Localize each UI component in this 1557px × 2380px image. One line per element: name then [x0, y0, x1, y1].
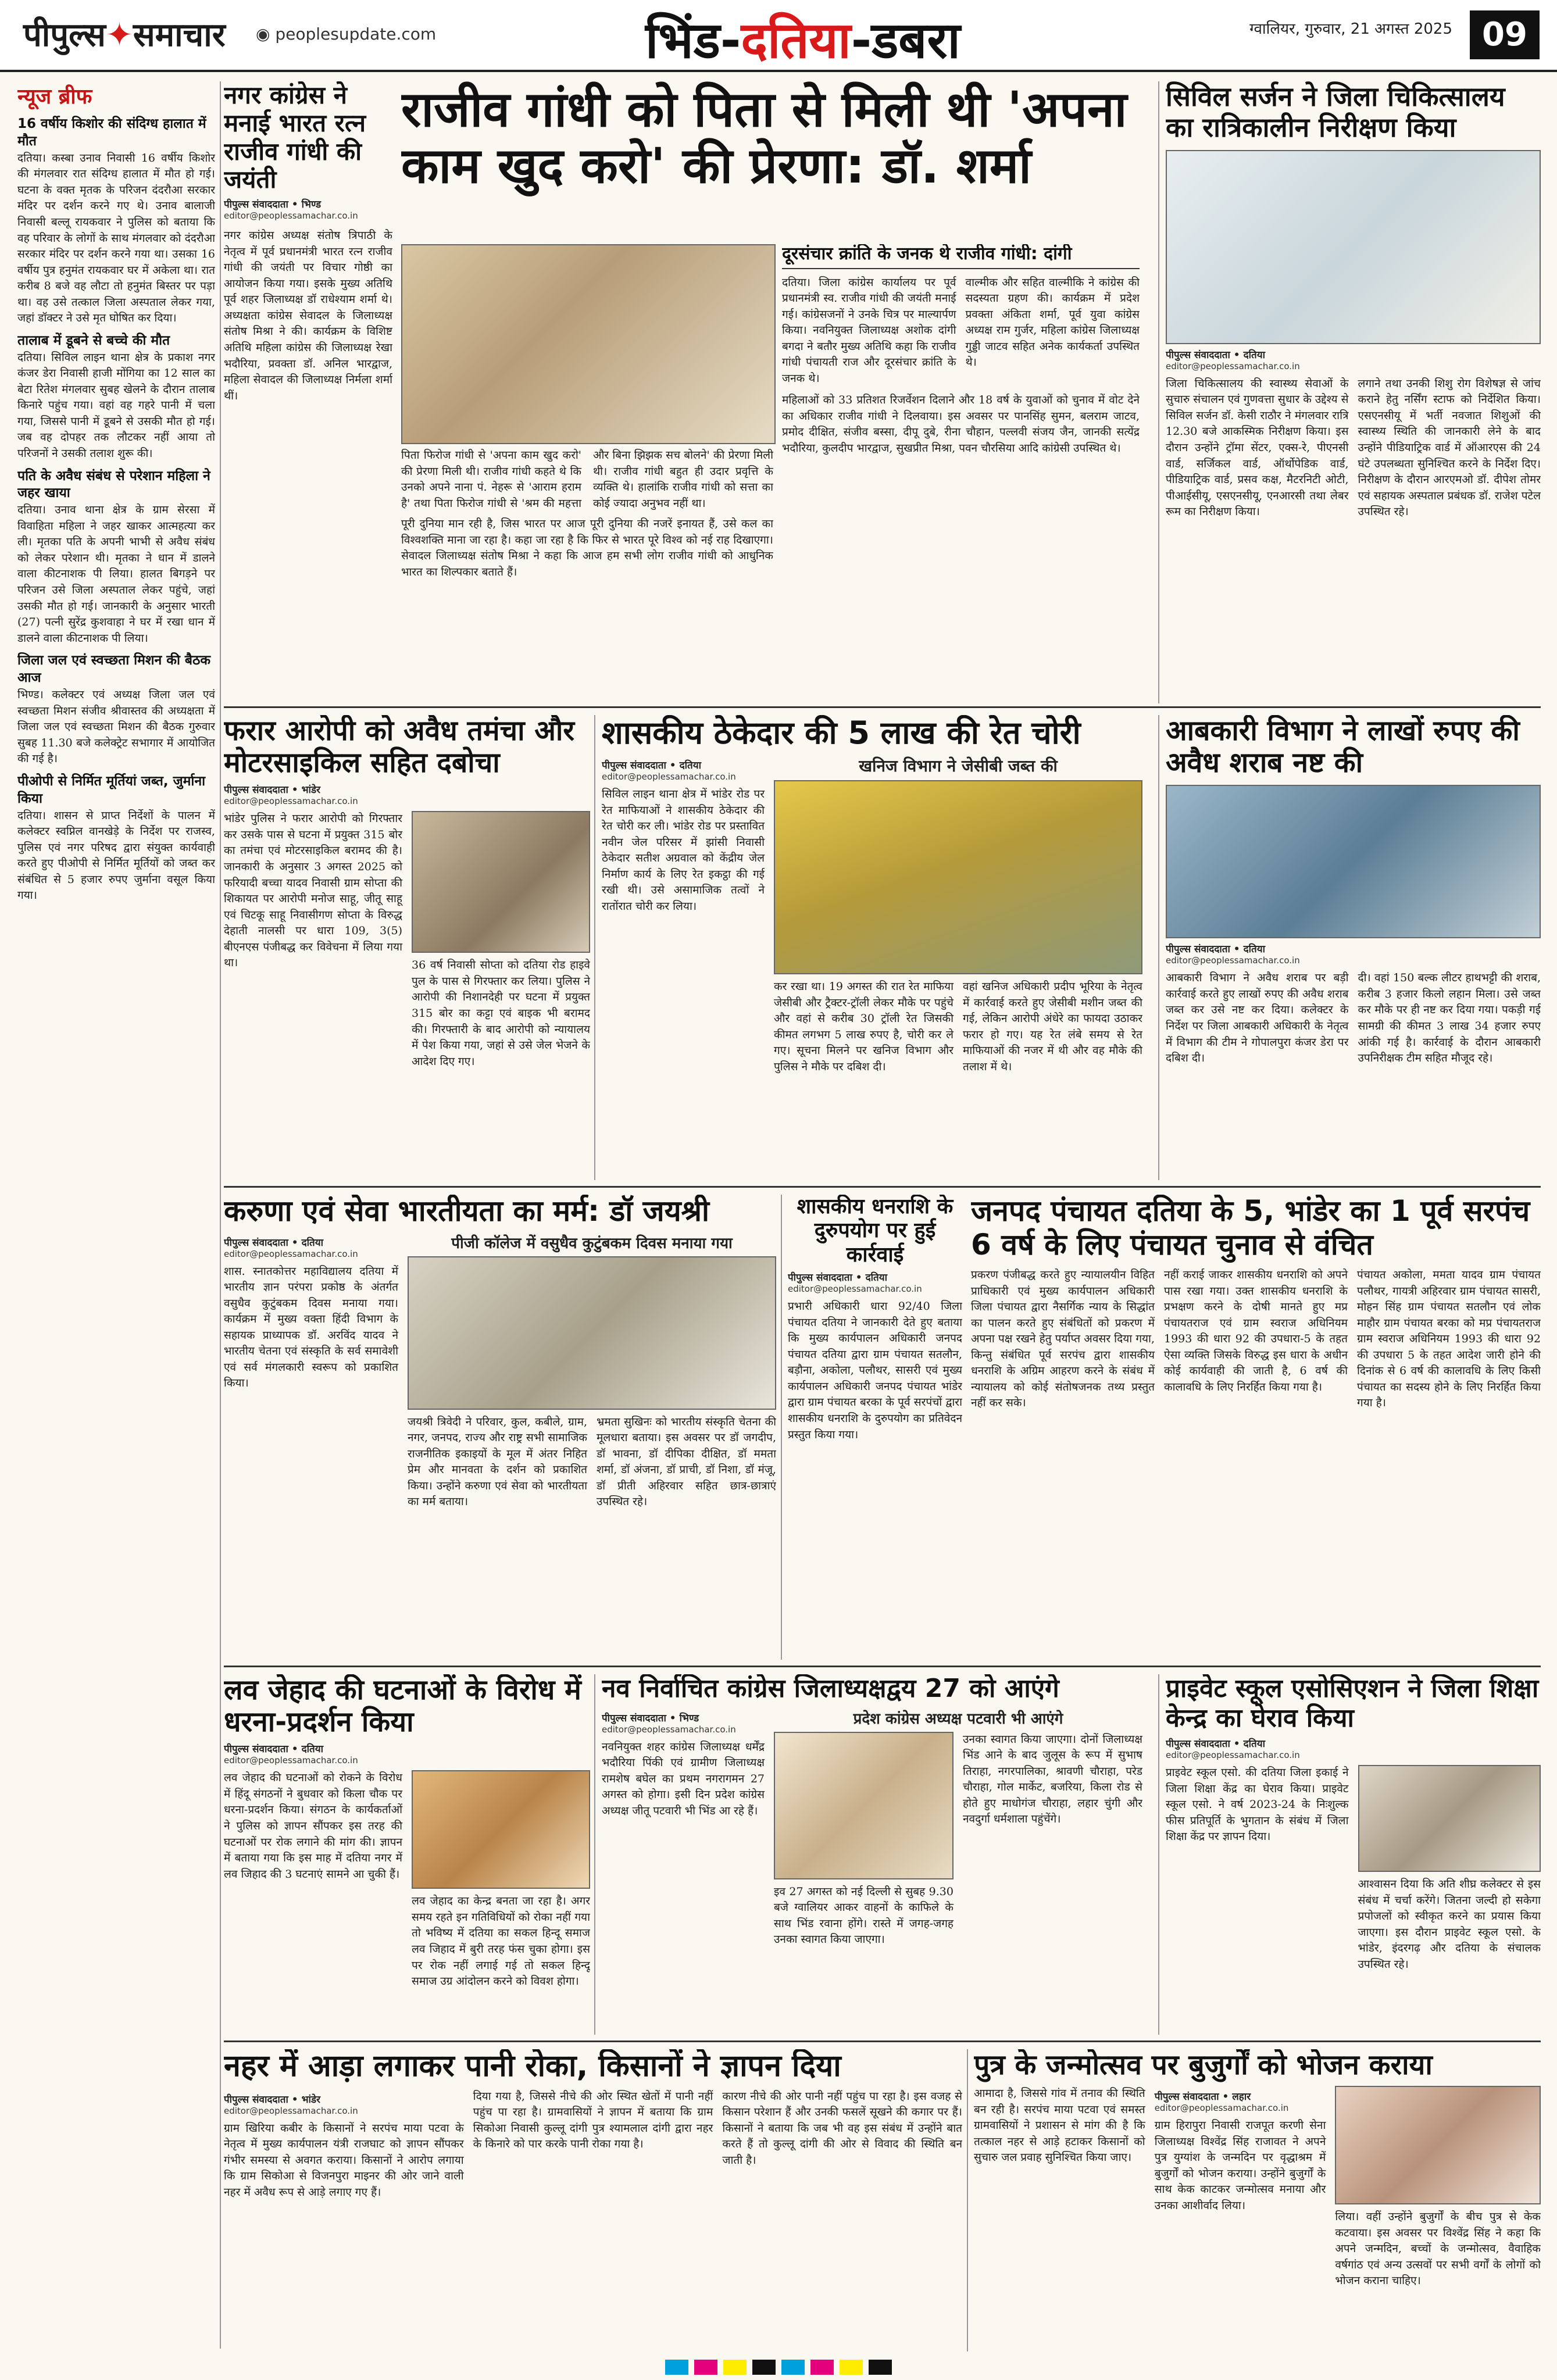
civil-surgeon-story	[1166, 81, 1541, 703]
side-headline: नगर कांग्रेस ने मनाई भारत रत्न राजीव गांधी की जयंती	[224, 81, 366, 194]
police-photo	[412, 811, 590, 953]
article-body: पंचायत अकोला, ममता यादव ग्राम पंचायत पलौथर, गायत्री अहिरवार ग्राम पंचायत सासरी, मोहन सिंह ग्राम पंचायत सतलौन एवं लोक माहौर ग्राम पंचायत बरका को मप्र पंचायतराज ग्राम स्वराज अधिनियम 1993 की धारा 92 की उपधारा 5 के तहत आदेश जारी होने की दिनांक से 6 वर्ष की कालावधि के लिए किसी पंचायत का सदस्य होने के लिए निरर्हित किया गया है।	[1357, 1268, 1541, 1410]
article-body: नगर कांग्रेस अध्यक्ष संतोष त्रिपाठी के नेतृत्व में पूर्व प्रधानमंत्री भारत रत्न राजीव गांधी की जयंती पर विचार गोष्ठी का आयोजन किया गया। इसके मुख्य अतिथि पूर्व शहर जिलाध्यक्ष डॉ राधेश्याम शर्मा थे। अध्यक्षता कांग्रेस सेवादल के जिलाध्यक्ष संतोष मिश्रा ने की। कार्यक्रम के विशिष्ट अतिथि महिला कांग्रेस की जिलाध्यक्ष रेखा भदौरिया, प्रवक्ता डॉ. अनिल भारद्वाज, महिला सेवादल की जिलाध्यक्ष निर्मला शर्मा थीं।	[224, 229, 392, 402]
excise-story	[1166, 715, 1541, 1180]
byline: पीपुल्स संवाददाता • दतिया	[1166, 944, 1265, 956]
private-school-right-col	[1358, 1765, 1541, 1972]
article-body: भ्रमता सुखिनः को भारतीय संस्कृति चेतना की मूलधारा बताया। इस अवसर पर डॉ जगदीप, डॉ भावना, डॉ दीपिका दीक्षित, डॉ ममता शर्मा, डॉ अंजना, डॉ प्राची, डॉ निशा, डॉ मंजू, डॉ प्रीती अहिरवार सहित छात्र-छात्राएं उपस्थित रहे।	[597, 1415, 776, 1509]
article-body: कारण नीचे की ओर पानी नहीं पहुंच पा रहा है। इस वजह से किसान परेशान हैं और उनकी फसलें सूखने की कगार पर हैं। किसानों ने बताया कि जब भी वह इस संबंध में उन्होंने बात करते हैं तो कुल्लू दांगी की ओर से विवाद की स्थिति बन जाती है।	[722, 2089, 962, 2167]
private-school-columns	[1166, 1765, 1541, 1972]
brief-item	[17, 468, 215, 647]
canal-columns	[224, 2089, 962, 2201]
karuna-headline: करुणा एवं सेवा भारतीयता का मर्म: डॉ जयश्री	[224, 1195, 709, 1228]
top-story-cols	[401, 448, 773, 703]
section-divider	[224, 1186, 1541, 1188]
brief-item-title: पीओपी से निर्मित मूर्तियां जब्त, जुर्माना किया	[17, 773, 206, 806]
reporter-email[interactable]: editor@peoplessamachar.co.in	[1166, 1750, 1300, 1761]
canal-story	[224, 2049, 962, 2352]
byline: पीपुल्स संवाददाता • भिण्ड	[224, 199, 322, 211]
reporter-email[interactable]: editor@peoplessamachar.co.in	[224, 1248, 358, 1259]
article-body: लव जेहाद का केन्द्र बनता जा रहा है। अगर समय रहते इन गतिविधियों को रोका नहीं गया तो भविष्य में दतिया का सकल हिन्दू समाज लव जिहाद में बुरी तरह फंस चुका होगा। इस पर रोक नहीं लगाई गई तो सकल हिन्दू समाज उग्र आंदोलन करने को विवश होगा।	[412, 1895, 590, 1988]
private-school-story	[1166, 1674, 1541, 2035]
masthead	[0, 0, 1557, 72]
private-school-headline: प्राइवेट स्कूल एसोसिएशन ने जिला शिक्षा केन्द्र का घेराव किया	[1166, 1674, 1539, 1733]
article-body: सिविल लाइन थाना क्षेत्र में भांडेर रोड पर रेत माफियाओं ने शासकीय ठेकेदार की रेत चोरी कर ली। भांडेर रोड पर प्रस्तावित नवीन जेल परिसर में झांसी निवासी ठेकेदार सतीश अग्रवाल को केंद्रीय जेल निर्माण कार्य के लिए रेत इकट्ठा की गई रखी थी। उसे असामाजिक तत्वों ने रातोंरात चोरी कर लिया।	[602, 788, 765, 913]
reporter-email[interactable]: editor@peoplessamachar.co.in	[602, 771, 736, 782]
birthday-columns	[974, 2086, 1541, 2289]
reporter-email[interactable]: editor@peoplessamachar.co.in	[224, 1755, 358, 1766]
school-association-photo	[1358, 1765, 1541, 1872]
top-story-sidebar	[224, 81, 392, 703]
congress-district-story	[602, 1674, 1142, 2035]
column-divider	[967, 2049, 968, 2352]
reporter-email[interactable]: editor@peoplessamachar.co.in	[602, 1724, 736, 1735]
congress-left-col	[602, 1707, 765, 1948]
second-headline: दूरसंचार क्रांति के जनक थे राजीव गांधी: दांगी	[782, 244, 1140, 269]
excise-columns	[1166, 970, 1541, 1066]
reporter-email[interactable]: editor@peoplessamachar.co.in	[1166, 955, 1300, 966]
jcb-photo	[774, 780, 1142, 974]
dhanrashi-story	[788, 1195, 962, 1660]
congress-district-layout	[602, 1707, 1142, 1948]
article-body: उनका स्वागत किया जाएगा। दोनों जिलाध्यक्ष भिंड आने के बाद जुलूस के रूप में सुभाष तिराहा, नगरपालिका, श्रावणी चौराहा, परेड चौराहा, गोल मार्केट, बजरिया, किला रोड से होते हुए माधोगंज चौराहा, लहार चुंगी और नवदुर्गा धर्मशाला पहुंचेंगे।	[963, 1732, 1142, 1826]
article-body: ग्राम हिरापुरा निवासी राजपूत करणी सेना जिलाध्यक्ष विश्वेंद्र सिंह राजावत ने अपने पुत्र युग्यांश के जन्मदिन पर वृद्धाश्रम में बुजुर्गों को भोजन कराया। उन्होंने बुजुर्गों के साथ केक काटकर जन्मोत्सव मनाया और उनका आशीर्वाद लिया।	[1154, 2119, 1326, 2212]
article-body: जिला चिकित्सालय की स्वास्थ्य सेवाओं के सुचारु संचालन एवं गुणवत्ता सुधार के उद्देश्य से सिविल सर्जन डॉ. केसी राठौर ने मंगलवार रात्रि 12.30 बजे आकस्मिक निरीक्षण किया। इस दौरान उन्होंने ट्रॉमा सेंटर, एक्स-रे, पीएनसी वार्ड, सर्जिकल वार्ड, ऑर्थोपेडिक वार्ड, पीडियाट्रिक वार्ड, प्रसव कक्ष, मैटरनिटी ओटी, पीआईसीयू, एसएनसीयू, एनआरसी तथा लेबर रूम का निरीक्षण किया।	[1166, 377, 1349, 519]
college-event-photo	[408, 1256, 776, 1410]
article-body: महिलाओं को 33 प्रतिशत रिजर्वेशन दिलाने और 18 वर्ष के युवाओं को चुनाव में वोट देने का अधिकार राजीव गांधी ने दिलवाया। इस अवसर पर पानसिंह सुमन, बलराम जाटव, प्रमोद दीक्षित, संजीव बस्सा, दीपू दुबे, रीना चौहान, पल्लवी संजय जैन, जानकी सत्येंद्र भदौरिया, कुलदीप भारद्वाज, सुखप्रीत मिश्रा, पवन चौरसिया आदि कांग्रेसी उपस्थित थे।	[782, 394, 1140, 455]
website-link[interactable]: ◉ peoplesupdate.com	[256, 24, 437, 44]
article-body: वहां खनिज अधिकारी प्रदीप भूरिया के नेतृत्व में कार्रवाई करते हुए जेसीबी मशीन जब्त की गई, लेकिन आरोपी अंधेरे का फायदा उठाकर फरार हो गए। यह रेत लंबे समय से रेत माफियाओं की नजर में थी और वह मौके की तलाश में थे।	[963, 980, 1142, 1073]
fugitive-headline: फरार आरोपी को अवैध तमंचा और मोटरसाइकिल सहित दबोचा	[224, 715, 574, 780]
reporter-email[interactable]: editor@peoplessamachar.co.in	[1154, 2103, 1289, 2114]
color-swatch	[694, 2360, 717, 2375]
logo-dot-icon: ✦	[105, 16, 133, 54]
brief-item-body: दतिया। उनाव थाना क्षेत्र के ग्राम सेरसा में विवाहिता महिला ने जहर खाकर आत्महत्या कर ली। मृतका पति के अपनी भाभी से अवैध संबंध को लेकर परेशान थी। मृतका ने धान में डालने वाला कीटनाशक पी लिया। हालत बिगड़ने पर परिजन उसे जिला अस्पताल लेकर पहुंचे, जहां उसकी मौत हो गई। जानकारी के अनुसार भारती (27) पत्नी सुरेंद्र कुशवाहा ने घर में रखा धान में डालने वाला कीटनाशक पी लिया।	[17, 503, 215, 645]
article-body: लिया। वहीं उन्होंने बुजुर्गों के बीच पुत्र से केक कटवाया। इस अवसर पर विश्वेंद्र सिंह ने कहा कि अपने जन्मदिन, बच्चों के जन्मोत्सव, वैवाहिक वर्षगांठ एवं अन्य उत्सवों पर सभी वर्गों के लोगों को भोजन कराना चाहिए।	[1335, 2210, 1541, 2288]
brief-item	[17, 652, 215, 767]
brief-item-body: भिण्ड। कलेक्टर एवं अध्यक्ष जिला जल एवं स्वच्छता मिशन संजीव श्रीवास्तव की अध्यक्षता में जिला जल एवं स्वच्छता मिशन की बैठक गुरुवार सुबह 11.30 बजे कलेक्ट्रेट सभागार में आयोजित की गई है।	[17, 688, 215, 766]
love-jihad-headline: लव जेहाद की घटनाओं के विरोध में धरना-प्रदर्शन किया	[224, 1674, 581, 1739]
congress-photo-col	[774, 1732, 954, 1948]
karuna-bottom-cols	[408, 1414, 776, 1510]
byline: पीपुल्स संवाददाता • दतिया	[1166, 349, 1265, 361]
article-body-cont: पूरी दुनिया मान रही है, जिस भारत पर आज पूरी दुनिया की नजरें इनायत हैं, उसे कल का विश्वशक्ति माना जा रहा है। कहा जा रहा है कि फिर से भारत पूरे विश्व को नई राह दिखाएगा। सेवादल जिलाध्यक्ष संतोष मिश्रा ने कहा कि आज हम सभी लोग राजीव गांधी को आधुनिक भारत का शिल्पकार बताते हैं।	[401, 517, 773, 578]
top-story-headline-block	[401, 81, 1140, 244]
birthday-col-2	[1155, 2086, 1326, 2289]
sand-theft-headline: शासकीय ठेकेदार की 5 लाख की रेत चोरी	[602, 715, 1081, 751]
meeting-photo	[401, 244, 776, 444]
reporter-email[interactable]: editor@peoplessamachar.co.in	[224, 210, 358, 221]
hospital-photo	[1166, 150, 1541, 344]
byline: पीपुल्स संवाददाता • दतिया	[224, 1743, 323, 1756]
byline: पीपुल्स संवाददाता • भांडेर	[224, 2093, 320, 2106]
congress-district-headline: नव निर्वाचित कांग्रेस जिलाध्यक्षद्वय 27 को आएंगे	[602, 1674, 1059, 1703]
section-divider	[224, 706, 1541, 708]
congress-subheadline: प्रदेश कांग्रेस अध्यक्ष पटवारी भी आएंगे	[853, 1710, 1063, 1728]
civil-surgeon-columns	[1166, 376, 1541, 520]
brief-item	[17, 333, 215, 462]
column-divider	[1158, 1674, 1159, 2035]
color-swatch	[723, 2360, 747, 2375]
sand-theft-subheadline: खनिज विभाग ने जेसीबी जब्त की	[859, 756, 1058, 776]
article-body: जयश्री त्रिवेदी ने परिवार, कुल, कबीले, ग्राम, नगर, जनपद, राज्य और राष्ट्र सभी सामाजिक राजनीतिक इकाइयों के मूल में अंतर निहित प्रेम और मानवता के दर्शन को प्रकाशित किया। उन्होंने करुणा एवं सेवा को भारतीयता का मर्म बताया।	[408, 1415, 587, 1509]
karuna-layout	[224, 1232, 776, 1510]
color-swatch	[752, 2360, 776, 2375]
column-divider	[594, 1674, 595, 2035]
article-body: दी। वहां 150 बल्क लीटर हाथभट्टी की शराब, करीब 3 हजार किलो लहान मिला। उसे जब्त कर मौके पर ही नष्ट कर दिया गया। पकड़ी गई सामग्री की कीमत 3 लाख 34 हजार रुपए आंकी गई है। कार्रवाई के दौरान आबकारी उपनिरीक्षक टीम सहित मौजूद रहे।	[1358, 971, 1541, 1065]
brief-item	[17, 116, 215, 327]
byline: पीपुल्स संवाददाता • भांडेर	[224, 784, 320, 796]
article-body: भांडेर पुलिस ने फरार आरोपी को गिरफ्तार कर उसके पास से घटना में प्रयुक्त 315 बोर का तमंचा एवं मोटरसाइकिल बरामद की है। जानकारी के अनुसार 3 अगस्त 2025 को फरियादी बच्चा यादव निवासी ग्राम सोप्ता की शिकायत पर आरोपी मनोज साहू, जीतू साहू एवं चिटकू साहू निवासीगण सोप्ता के विरुद्ध देहाती नालसी पर धारा 109, 3(5) बीएनएस पंजीबद्ध कर विवेचना में लिया गया था।	[224, 812, 402, 970]
column-divider	[1158, 715, 1159, 1180]
byline: पीपुल्स संवाददाता • लहार	[1154, 2091, 1251, 2103]
byline: पीपुल्स संवाददाता • दतिया	[788, 1272, 887, 1284]
byline: पीपुल्स संवाददाता • दतिया	[602, 760, 701, 772]
love-jihad-right-col	[412, 1770, 590, 1989]
brief-item-body: दतिया। शासन से प्राप्त निर्देशों के पालन में कलेक्टर स्वप्निल वानखेड़े के निर्देश पर राजस्व, पुलिस एवं नगर परिषद द्वारा संयुक्त कार्यवाही करते हुए पीओपी से निर्मित मूर्तियों को जब्त कर संबंधित से 5 हजार रुपए जुर्माना वसूल किया गया।	[17, 809, 215, 902]
canal-col-1	[224, 2089, 464, 2201]
karuna-subheadline: पीजी कॉलेज में वसुधैव कुटुंबकम दिवस मनाया गया	[451, 1234, 733, 1252]
byline: पीपुल्स संवाददाता • भिण्ड	[602, 1712, 699, 1724]
article-body: प्राइवेट स्कूल एसो. की दतिया जिला इकाई ने जिला शिक्षा केंद्र का घेराव किया। प्राइवेट स्कूल एसो. ने वर्ष 2023-24 के निःशुल्क फीस प्रतिपूर्ति के भुगतान के संबंध में जिला शिक्षा केंद्र पर ज्ञापन दिया।	[1166, 1766, 1349, 1843]
second-story	[782, 244, 1140, 703]
section-divider	[224, 1666, 1541, 1667]
fugitive-story	[224, 715, 590, 1180]
website-text: peoplesupdate.com	[275, 24, 437, 44]
column-divider	[781, 1195, 782, 1660]
article-body: वाल्मीक और सहित वाल्मीकि ने कांग्रेस की सदस्यता ग्रहण की। कार्यक्रम में प्रदेश प्रवक्ता अंकिता शर्मा, पूर्व युवा कांग्रेस अध्यक्ष राम गुर्जर, महिला कांग्रेस जिलाध्यक्ष गुड्डी जाटव सहित अनेक कार्यकर्ता उपस्थित थे।	[965, 276, 1140, 369]
reporter-email[interactable]: editor@peoplessamachar.co.in	[224, 2105, 358, 2116]
article-body: इव 27 अगस्त को नई दिल्ली से सुबह 9.30 बजे ग्वालियर आकर वाहनों के काफिले के साथ भिंड रवाना होंगे। रास्ते में जगह-जगह उनका स्वागत किया जाएगा।	[774, 1885, 954, 1946]
sand-theft-bottom-cols	[774, 979, 1142, 1075]
canal-headline: नहर में आड़ा लगाकर पानी रोका, किसानों ने ज्ञापन दिया	[224, 2049, 841, 2084]
color-swatch	[781, 2360, 805, 2375]
sand-theft-layout	[602, 755, 1142, 1075]
brief-item	[17, 773, 215, 904]
karuna-story	[224, 1195, 776, 1660]
karuna-right-col	[408, 1232, 776, 1510]
civil-surgeon-headline: सिविल सर्जन ने जिला चिकित्सालय का रात्रिकालीन निरीक्षण किया	[1166, 81, 1505, 143]
brief-item-body: दतिया। कस्बा उनाव निवासी 16 वर्षीय किशोर की मंगलवार रात संदिग्ध हालात में मौत हो गई। घटना के वक्त मृतक के परिजन दंदरौआ सरकार मंदिर पर दर्शन करने गए थे। उनाव बालाजी निवासी बल्लू रायकवार ने पुलिस को बताया कि वह परिवार के लोगों के साथ मंगलवार को दंदरौआ सरकार मंदिर पर दर्शन करने गया था। उसका 16 वर्षीय पुत्र हनुमंत रायकवार घर में अकेला था। रात करीब 8 बजे वह लौटा तो हनुमंत बिस्तर पर पड़ा था। वह उसे तत्काल जिला अस्पताल लेकर गया, जहां डॉक्टर ने उसे मृत घोषित कर दिया।	[17, 151, 215, 325]
article-body: कर रखा था। 19 अगस्त की रात रेत माफिया जेसीबी और ट्रैक्टर-ट्रॉली लेकर मौके पर पहुंचे और वहां से करीब 30 ट्रॉली रेत जिसकी कीमत लगभग 5 लाख रुपए है, चोरी कर ले गए। सूचना मिलने पर खनिज विभाग और पुलिस ने मौके पर दबिश दी।	[774, 980, 954, 1073]
edition-part-a: भिंड-	[645, 12, 741, 70]
fugitive-right-col	[412, 811, 590, 1070]
article-body: पिता फिरोज गांधी से 'अपना काम खुद करो' की प्रेरणा मिली थी। राजीव गांधी कहते थे कि उनको अपने नाना पं. नेहरू से 'आराम हराम है' तथा पिता फिरोज गांधी से 'श्रम की महत्ता और बिना झिझक सच बोलने' की प्रेरणा मिली थी। राजीव गांधी बहुत ही उदार प्रवृत्ति के व्यक्ति थे। हालांकि राजीव गांधी को सत्ता का कोई ज्यादा अनुभव नहीं था।	[401, 449, 773, 510]
color-swatch	[869, 2360, 892, 2375]
felicitation-photo	[774, 1732, 954, 1879]
congress-photo-row	[774, 1732, 1142, 1948]
brand-right: समाचार	[133, 16, 226, 54]
column-divider	[594, 715, 595, 1180]
page-number: 09	[1470, 10, 1540, 59]
love-jihad-story	[224, 1674, 590, 2035]
article-body: ग्राम खिरिया कबीर के किसानों ने सरपंच माया पटवा के नेतृत्व में मुख्य कार्यपालन यंत्री राजघाट को ज्ञापन सौंपकर गंभीर समस्या से अवगत कराया। किसानों ने आरोप लगाया कि ग्राम सिकोआ से विजनपुरा माइनर की ओर जाने वाली नहर में अवैध रूप से आड़े लगाए गए हैं।	[224, 2121, 464, 2199]
article-body: प्रभारी अधिकारी धारा 92/40 जिला पंचायत दतिया ने जानकारी देते हुए बताया कि मुख्य कार्यपालन अधिकारी जनपद पंचायत दतिया द्वारा ग्राम पंचायत सतलौन, बड़ौना, अकोला, पलौथर, सासरी एवं मुख्य कार्यपालन अधिकारी जनपद पंचायत भांडेर द्वारा ग्राम पंचायत बरका के पूर्व सरपंचों द्वारा शासकीय धनराशि के दुरुपयोग का प्रतिवेदन प्रस्तुत किया गया।	[788, 1300, 962, 1441]
article-body: आबकारी विभाग ने अवैध शराब पर बड़ी कार्रवाई करते हुए लाखों रुपए की अवैध शराब जब्त कर उसे नष्ट कर दिया। कलेक्टर के निर्देश पर जिला आबकारी अधिकारी के नेतृत्व में विभाग की टीम ने गोपालपुरा कंजर डेरा पर दबिश दी।	[1166, 971, 1349, 1065]
print-color-bar	[0, 2354, 1557, 2380]
brief-item-title: पति के अवैध संबंध से परेशान महिला ने जहर खाया	[17, 468, 210, 501]
article-body: दिया गया है, जिससे नीचे की ओर स्थित खेतों में पानी नहीं पहुंच पा रहा है। ग्रामवासियों ने ज्ञापन में बताया कि ग्राम सिकोआ निवासी कुल्लू दांगी पुत्र श्यामलाल दांगी द्वारा नहर के किनारे को पार करके पानी रोका गया है।	[473, 2089, 713, 2151]
brief-item-body: दतिया। सिविल लाइन थाना क्षेत्र के प्रकाश नगर कंजर डेरा निवासी हाजी मोंगिया का 12 साल का बेटा रितेश मंगलवार सुबह खेलने के दौरान तालाब किनारे पहुंच गया। वहां वह गहरे पानी में चला गया, जिससे पानी में डूबने से उसकी मौत हो गई। जब वह दोपहर तक लौटकर नहीं आया तो परिजनों ने उसकी तलाश शुरू की।	[17, 351, 215, 460]
newspaper-logo	[23, 12, 226, 56]
edition-part-c: -डबरा	[851, 12, 960, 70]
color-swatch	[665, 2360, 688, 2375]
news-brief-title: न्यूज ब्रीफ	[17, 85, 92, 109]
article-body: आमादा है, जिससे गांव में तनाव की स्थिति बन रही है। सरपंच माया पटवा एवं समस्त ग्रामवासियों ने प्रशासन से मांग की है कि तत्काल नहर से आड़े हटाकर किसानों को सुचारु जल प्रवाह सुनिश्चित किया जाए।	[974, 2087, 1145, 2164]
sand-theft-left-col	[602, 755, 765, 1075]
reporter-email[interactable]: editor@peoplessamachar.co.in	[224, 796, 358, 807]
article-body: लगाने तथा उनकी शिशु रोग विशेषज्ञ से जांच कराने हेतु नर्सिंग स्टाफ को निर्देशित किया। एसएनसीयू में भर्ती नवजात शिशुओं की स्वास्थ्य स्थिति की जानकारी लेने के बाद उन्होंने पीडियाट्रिक वार्ड में ऑआरएस की 24 घंटे उपलब्धता सुनिश्चित करने के निर्देश दिए। निरीक्षण के दौरान आरएमओ डॉ. दीपेश तोमर एवं सहायक अस्पताल प्रबंधक डॉ. राजेश पटेल उपस्थित रहे।	[1358, 377, 1541, 519]
brief-item-title: जिला जल एवं स्वच्छता मिशन की बैठक आज	[17, 653, 211, 686]
article-body: आश्वासन दिया कि अति शीघ्र कलेक्टर से इस संबंध में चर्चा करेंगे। जितना जल्दी हो सकेगा प्रपोजलों को स्वीकृत करने का प्रयास किया जाएगा। इस दौरान प्राइवेट स्कूल एसो. के भांडेर, इंदरगढ़ और दतिया के संचालक उपस्थित रहे।	[1358, 1878, 1541, 1971]
byline: पीपुल्स संवाददाता • दतिया	[224, 1237, 323, 1249]
fugitive-columns	[224, 811, 590, 1070]
protest-photo	[412, 1770, 590, 1889]
birthday-headline: पुत्र के जन्मोत्सव पर बुजुर्गों को भोजन कराया	[974, 2049, 1433, 2081]
karuna-left-col	[224, 1232, 398, 1510]
birthday-col-3	[1335, 2086, 1541, 2289]
color-swatch	[840, 2360, 863, 2375]
panchayat-headline: जनपद पंचायत दतिया के 5, भांडेर का 1 पूर्व सरपंच 6 वर्ष के लिए पंचायत चुनाव से वंचित	[971, 1195, 1530, 1262]
reporter-email[interactable]: editor@peoplessamachar.co.in	[788, 1284, 922, 1295]
panchayat-story	[971, 1195, 1541, 1660]
edition-title	[645, 5, 960, 73]
dhanrashi-headline: शासकीय धनराशि के दुरुपयोग पर हुई कार्रवाई	[797, 1195, 954, 1267]
byline: पीपुल्स संवाददाता • दतिया	[1166, 1738, 1265, 1750]
congress-right-col	[774, 1707, 1142, 1948]
color-swatch	[810, 2360, 834, 2375]
news-brief-column	[17, 81, 215, 2349]
article-body: नवनियुक्त शहर कांग्रेस जिलाध्यक्ष धर्मेंद्र भदौरिया पिंकी एवं ग्रामीण जिलाध्यक्ष रामशेष बघेल का प्रथम नगरागमन 27 अगस्त को होगा। इसी दिन प्रदेश कांग्रेस अध्यक्ष जीतू पटवारी भी भिंड आ रहे हैं।	[602, 1740, 765, 1817]
section-divider	[224, 2040, 1541, 2042]
date-line: ग्वालियर, गुरुवार, 21 अगस्त 2025	[1249, 20, 1452, 38]
top-story-headline: राजीव गांधी को पिता से मिली थी 'अपना काम खुद करो' की प्रेरणा: डॉ. शर्मा	[401, 81, 1127, 194]
second-story-columns	[782, 275, 1140, 387]
panchayat-columns	[971, 1267, 1541, 1411]
reporter-email[interactable]: editor@peoplessamachar.co.in	[1166, 360, 1300, 371]
elderly-meal-photo	[1335, 2086, 1541, 2204]
edition-part-b: दतिया	[741, 12, 851, 70]
sand-theft-story	[602, 715, 1142, 1180]
column-divider	[220, 81, 221, 2349]
excise-headline: आबकारी विभाग ने लाखों रुपए की अवैध शराब नष्ट की	[1166, 715, 1520, 780]
article-body: प्रकरण पंजीबद्ध करते हुए न्यायालयीन विहित प्राधिकारी एवं मुख्य कार्यपालन अधिकारी जिला पंचायत द्वारा नैसर्गिक न्याय के सिद्धांत का पालन करते हुए संबंधितों को प्रकरण में अपना पक्ष रखने हेतु पर्याप्त अवसर दिया गया, किन्तु संबंधित पूर्व सरपंच द्वारा शासकीय धनराशि के अग्रिम आहरण करने के संबंध में न्यायालय को कोई संतोषजनक तथ्य प्रस्तुत नहीं कर सके।	[971, 1268, 1155, 1410]
article-body: शास. स्नातकोत्तर महाविद्यालय दतिया में भारतीय ज्ञान परंपरा प्रकोष्ठ के अंतर्गत वसुधैव कुटुंबकम दिवस मनाया गया। कार्यक्रम में मुख्य वक्ता हिंदी विभाग के सहायक प्राध्यापक डॉ. अरविंद यादव ने भारतीय चेतना एवं संस्कृति के सर्व समावेशी एवं सर्व मंगलकारी स्वरूप को प्रकाशित किया।	[224, 1264, 398, 1390]
column-divider	[1158, 81, 1159, 703]
brief-item-title: तालाब में डूबने से बच्चे की मौत	[17, 333, 170, 348]
article-body: लव जेहाद की घटनाओं को रोकने के विरोध में हिंदू संगठनों ने बुधवार को किला चौक पर धरना-प्रदर्शन किया। संगठन के कार्यकर्ताओं ने पुलिस को ज्ञापन सौंपकर इस तरह की घटनाओं पर रोक लगाने की मांग की। ज्ञापन में बताया गया कि इस माह में दतिया नगर में लव जिहाद की 3 घटनाएं सामने आ चुकी हैं।	[224, 1771, 402, 1881]
liquor-destruction-photo	[1166, 785, 1541, 938]
birthday-story	[974, 2049, 1541, 2352]
sand-theft-right-col	[774, 755, 1142, 1075]
brief-item-title: 16 वर्षीय किशोर की संदिग्ध हालात में मौत	[17, 116, 206, 149]
article-body: दतिया। जिला कांग्रेस कार्यालय पर पूर्व प्रधानमंत्री स्व. राजीव गांधी की जयंती मनाई गई। कांग्रेसजनों ने उनके चित्र पर माल्यार्पण किया। नवनियुक्त जिलाध्यक्ष अशोक दांगी बगदा ने बतौर मुख्य अतिथि कहा कि राजीव गांधी पंचायती राज और दूरसंचार क्रांति के जनक थे।	[782, 276, 956, 385]
brand-left: पीपुल्स	[23, 16, 106, 54]
article-body: नहीं कराई जाकर शासकीय धनराशि को अपने पास रखा गया। उक्त शासकीय धनराशि के प्रभक्षण करने के दोषी मानते हुए मप्र पंचायतराज एवं ग्राम स्वराज अधिनियम 1993 की धारा 92 की उपधारा-5 के तहत ऐसा व्यक्ति जिसके विरुद्ध इस धारा के अधीन कोई कार्यवाही की जाती है, 6 वर्ष की कालावधि के लिए निरर्हित किया गया है।	[1164, 1268, 1348, 1393]
article-body: 36 वर्ष निवासी सोप्ता को दतिया रोड हाइवे पुल के पास से गिरफ्तार कर लिया। पुलिस ने आरोपी की निशानदेही पर घटना में प्रयुक्त 315 बोर का कट्टा एवं बाइक भी बरामद की। गिरफ्तारी के बाद आरोपी को न्यायालय में पेश किया गया, जहां से उसे जेल भेजने के आदेश दिए गए।	[412, 959, 590, 1068]
love-jihad-columns	[224, 1770, 590, 1989]
